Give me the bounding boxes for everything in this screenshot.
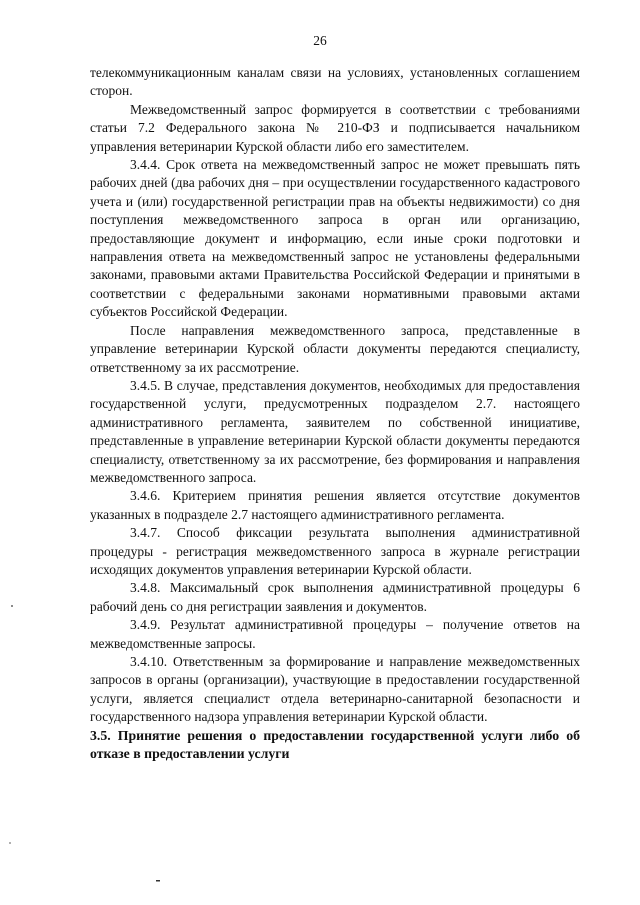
section-heading-3-5: 3.5. Принятие решения о предоставлении государственной услуги либо об отказе в предоставлении услуги (90, 727, 580, 762)
paragraph-3-4-10: 3.4.10. Ответственным за формирование и направление межведомственных запросов в органы (организации), участвующие в предоставлении государственной услуги, является специалист отдела ветеринарно-санитарной безопасности и государственного надзора управления ветеринарии Курской области. (90, 654, 580, 725)
paragraph-after-request: После направления межведомственного запроса, представленные в управление ветеринарии Курской области документы передаются специалисту, ответственному за их рассмотрение. (90, 322, 580, 375)
paragraph-continuation: телекоммуникационным каналам связи на условиях, установленных соглашением сторон. (90, 65, 580, 99)
document-body (90, 64, 580, 764)
scan-speck (11, 605, 13, 607)
paragraph-3-4-6: 3.4.6. Критерием принятия решения является отсутствие документов указанных в подразделе 2.7 настоящего административного регламента. (90, 488, 580, 522)
paragraph-3-4-5: 3.4.5. В случае, представления документов, необходимых для предоставления государственной услуги, предусмотренных подразделом 2.7. настоящего административного регламента, заявителем по собственной инициативе, представленные в управление ветеринарии Курской области документы передаются специалисту, ответственному за их рассмотрение, без формирования и направления межведомственного запроса. (90, 377, 580, 485)
paragraph-request-formation: Межведомственный запрос формируется в соответствии с требованиями статьи 7.2 Федерального закона № 210-ФЗ и подписывается начальником управления ветеринарии Курской области либо его заместителем. (90, 101, 580, 154)
paragraph-3-4-8: 3.4.8. Максимальный срок выполнения административной процедуры 6 рабочий день со дня регистрации заявления и документов. (90, 580, 580, 614)
paragraph-3-4-7: 3.4.7. Способ фиксации результата выполнения административной процедуры - регистрация межведомственного запроса в журнале регистрации исходящих документов управления ветеринарии Курской области. (90, 525, 580, 577)
scan-mark (156, 880, 160, 882)
scan-speck (9, 842, 11, 844)
paragraph-3-4-4: 3.4.4. Срок ответа на межведомственный запрос не может превышать пять рабочих дней (два рабочих дня – при осуществлении государственного кадастрового учета и (или) государственной регистрации прав на объекты недвижимости) со дня поступления межведомственного запроса в орган или организацию, предоставляющие документ и информацию, если иные сроки подготовки и направления ответа на межведомственный запрос не установлены федеральными законами, правовыми актами Правительства Российской Федерации и принятыми в соответствии с федеральными законами нормативными правовыми актами субъектов Российской Федерации. (90, 157, 580, 320)
paragraph-3-4-9: 3.4.9. Результат административной процедуры – получение ответов на межведомственные запросы. (90, 617, 580, 651)
page-number: 26 (313, 33, 327, 48)
